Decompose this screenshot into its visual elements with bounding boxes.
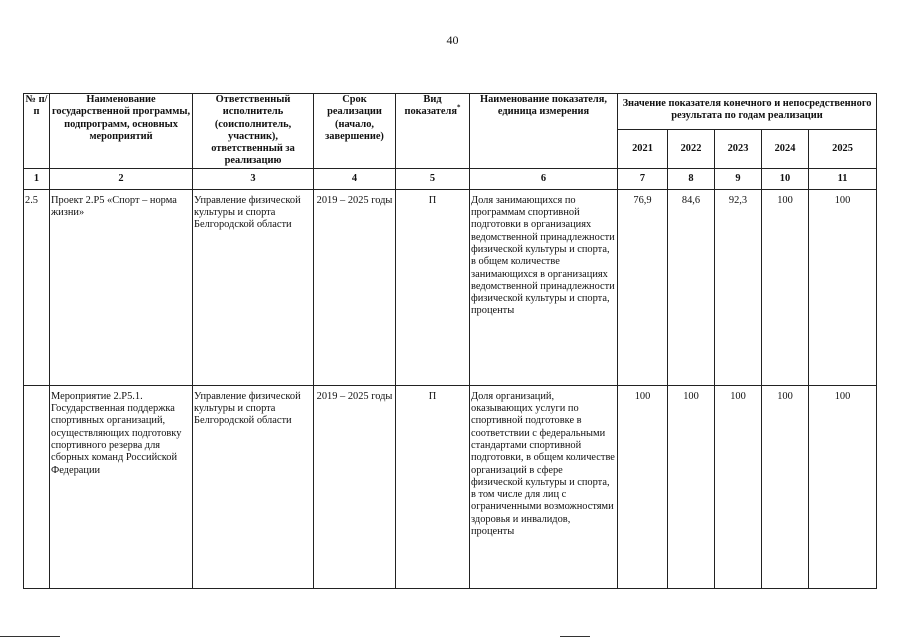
header-years-title: Значение показателя конечного и непосредственного результата по годам реализации: [618, 94, 877, 130]
row-number: 2.5: [24, 189, 50, 385]
column-number: 5: [396, 168, 470, 189]
column-number: 6: [470, 168, 618, 189]
header-year: 2021: [618, 129, 668, 168]
header-period: Срок реализации (начало, завершение): [314, 94, 396, 169]
header-year: 2025: [809, 129, 877, 168]
header-executor: Ответственный исполнитель (соисполнитель, участник), ответственный за реализацию: [193, 94, 314, 169]
indicators-table: [23, 93, 877, 589]
row-value-2022: 100: [668, 385, 715, 588]
row-period: 2019 – 2025 годы: [314, 385, 396, 588]
row-value-2025: 100: [809, 189, 877, 385]
scan-edge-mark: [0, 636, 60, 637]
row-value-2022: 84,6: [668, 189, 715, 385]
row-value-2023: 92,3: [715, 189, 762, 385]
row-value-2024: 100: [762, 189, 809, 385]
column-number: 10: [762, 168, 809, 189]
row-value-2024: 100: [762, 385, 809, 588]
page-number: 40: [446, 33, 459, 47]
row-executor: Управление физической культуры и спорта Белгородской области: [193, 385, 314, 588]
scan-edge-mark: [560, 636, 590, 637]
header-year: 2023: [715, 129, 762, 168]
header-program-name: Наименование государственной программы, подпрограмм, основных мероприятий: [50, 94, 193, 169]
column-number: 11: [809, 168, 877, 189]
row-indicator-name: Доля занимающихся по программам спортивной подготовки в организациях ведомственной принадлежности физической культуры и спорта, в общем количестве занимающихся в организациях ведомственной принадлежности физической культуры и спорта, проценты: [470, 189, 618, 385]
column-number: 8: [668, 168, 715, 189]
header-number: № п/п: [24, 94, 50, 169]
header-indicator-type-mark: *: [456, 103, 461, 112]
table-row: [24, 385, 877, 588]
column-number: 9: [715, 168, 762, 189]
row-value-2025: 100: [809, 385, 877, 588]
row-indicator-type: П: [396, 385, 470, 588]
column-number: 3: [193, 168, 314, 189]
row-value-2021: 76,9: [618, 189, 668, 385]
row-value-2023: 100: [715, 385, 762, 588]
table-header: [24, 94, 877, 169]
row-program-name: Мероприятие 2.Р5.1. Государственная поддержка спортивных организаций, осуществляющих подготовку спортивного резерва для сборных команд Российской Федерации: [50, 385, 193, 588]
row-indicator-type: П: [396, 189, 470, 385]
column-number: 7: [618, 168, 668, 189]
column-number: 4: [314, 168, 396, 189]
column-number-row: [24, 168, 877, 189]
row-indicator-name: Доля организаций, оказывающих услуги по спортивной подготовке в соответствии с федеральными стандартами спортивной подготовки, в общем количестве организаций в сфере физической культуры и спорта, в том числе для лиц с ограниченными возможностями здоровья и инвалидов, проценты: [470, 385, 618, 588]
header-indicator-type: [396, 94, 470, 169]
header-indicator-name: Наименование показателя, единица измерения: [470, 94, 618, 169]
column-number: 1: [24, 168, 50, 189]
row-executor: Управление физической культуры и спорта Белгородской области: [193, 189, 314, 385]
row-number: [24, 385, 50, 588]
header-year: 2024: [762, 129, 809, 168]
row-program-name: Проект 2.Р5 «Спорт – норма жизни»: [50, 189, 193, 385]
table-row: [24, 189, 877, 385]
header-indicator-type-label: Вид показателя: [404, 94, 457, 118]
row-period: 2019 – 2025 годы: [314, 189, 396, 385]
header-year: 2022: [668, 129, 715, 168]
column-number: 2: [50, 168, 193, 189]
row-value-2021: 100: [618, 385, 668, 588]
